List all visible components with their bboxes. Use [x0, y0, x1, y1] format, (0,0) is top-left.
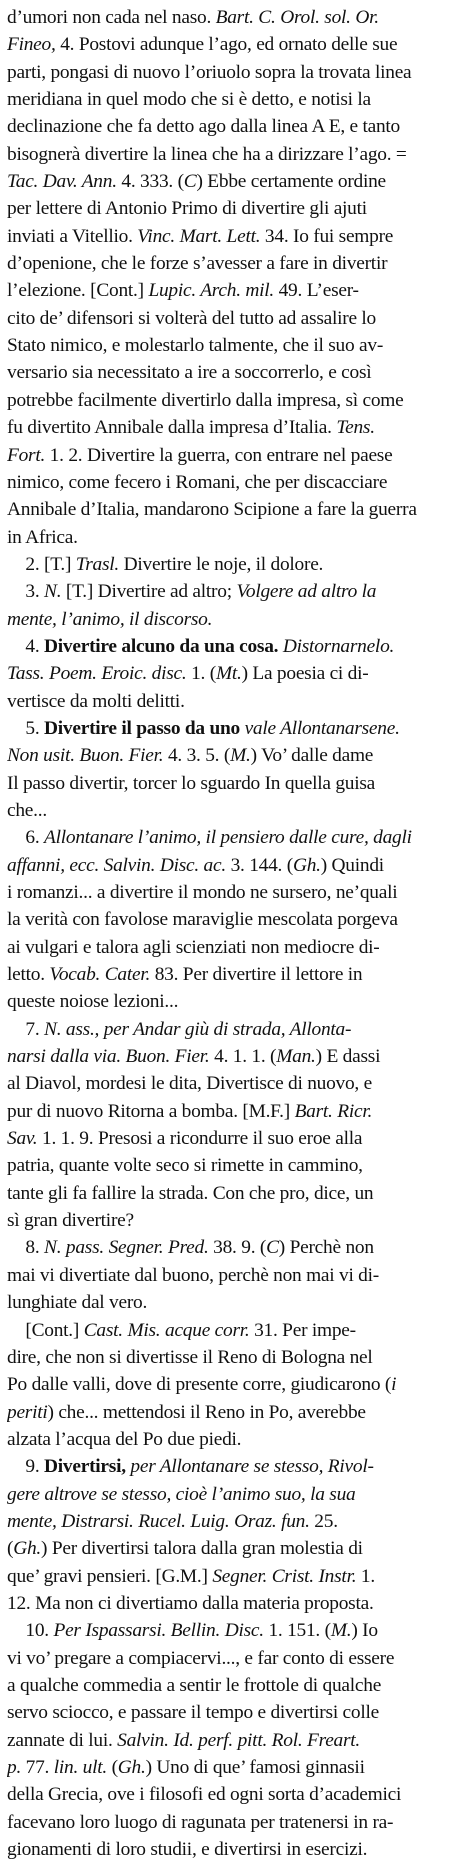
text-run: Volgere ad altro la — [236, 581, 377, 603]
text-run: facevano loro luogo di ragunata per tratenersi in ra- — [7, 1811, 394, 1833]
text-run: N. pass. Segner. Pred. — [44, 1237, 214, 1259]
text-line — [7, 250, 459, 277]
text-line — [7, 1043, 459, 1070]
text-line — [7, 578, 459, 605]
text-run: ) che... mettendosi il Reno in Po, averebbe — [47, 1401, 366, 1423]
text-run: lunghiate dal vero. — [7, 1292, 148, 1314]
text-run: 34. Io fui sempre — [264, 225, 394, 247]
text-line — [7, 31, 459, 58]
text-line — [7, 1645, 459, 1672]
text-line — [7, 277, 459, 304]
text-run: Divertirsi, — [44, 1456, 131, 1478]
text-run: vi vo’ pregare a compiacervi..., e far conto di essere — [7, 1647, 395, 1669]
text-run: Stato nimico, e molestarlo talmente, che il suo av- — [7, 335, 384, 357]
text-line — [7, 414, 459, 441]
text-line — [7, 633, 459, 660]
text-run: affanni, ecc. Salvin. Disc. ac. — [7, 854, 231, 876]
text-run: p. — [7, 1757, 26, 1778]
text-line — [7, 1727, 459, 1754]
text-run: Tac. Dav. Ann. — [7, 171, 122, 193]
text-run: 31. Per impe- — [254, 1319, 356, 1341]
text-run: d’umori non cada nel naso. — [7, 7, 216, 28]
text-line — [7, 1809, 459, 1836]
text-run: ) Uno di que’ famosi ginnasii — [145, 1757, 365, 1778]
text-line — [7, 1481, 459, 1508]
text-run: 8. — [7, 1237, 45, 1259]
text-run: N. — [44, 581, 66, 603]
text-line — [7, 1590, 459, 1617]
text-line — [7, 168, 459, 195]
text-run: tante gli fa fallire la strada. Con che pro, dice, un — [7, 1182, 374, 1204]
text-line — [7, 879, 459, 906]
text-run: ) Per divertirsi talora dalla gran molestia di — [41, 1538, 363, 1560]
text-run: Gh. — [117, 1757, 146, 1778]
text-line — [7, 1125, 459, 1152]
text-run: mente, l’animo, il discorso. — [7, 608, 213, 630]
text-line — [7, 1535, 459, 1562]
text-run: cito de’ difensori si volterà del tutto ad assalire lo — [7, 307, 376, 329]
text-line — [7, 59, 459, 86]
text-line — [7, 1016, 459, 1043]
text-line — [7, 1098, 459, 1125]
text-run: que’ gravi pensieri. [G.M.] — [7, 1565, 213, 1587]
text-run: vertisce da molti delitti. — [7, 690, 185, 712]
text-run: Salvin. Id. perf. pitt. Rol. Freart. — [117, 1729, 361, 1751]
text-run: ) Perchè non — [278, 1237, 374, 1259]
text-run: Divertire le noje, il dolore. — [123, 553, 324, 575]
text-run: 2. [T.] — [7, 553, 76, 575]
text-run: servo sciocco, e passare il tempo e divertirsi colle — [7, 1702, 379, 1724]
text-line — [7, 1344, 459, 1371]
text-line — [7, 524, 459, 551]
text-line — [7, 1672, 459, 1699]
text-line — [7, 824, 459, 851]
text-run: alzata l’acqua del Po due piedi. — [7, 1428, 242, 1450]
text-line — [7, 469, 459, 496]
text-line — [7, 1699, 459, 1726]
text-run: 9. — [7, 1456, 45, 1478]
text-run: ( — [7, 1538, 14, 1560]
text-run: 1. — [360, 1565, 375, 1587]
text-run: fu divertito Annibale dalla impresa d’Italia. — [7, 417, 337, 439]
text-run: C — [183, 171, 197, 193]
text-line — [7, 1152, 459, 1179]
text-run: Distornarnelo. — [282, 635, 395, 657]
text-run: C — [266, 1237, 279, 1259]
text-run: i romanzi... a divertire il mondo ne sursero, ne’quali — [7, 882, 398, 903]
text-run: Il passo divertir, torcer lo sguardo In quella guisa — [7, 772, 376, 794]
text-line — [7, 852, 459, 879]
text-line — [7, 387, 459, 414]
text-run: vale Allontanarsene. — [244, 717, 400, 739]
text-run: mai vi divertiate dal buono, perchè non mai vi di- — [7, 1264, 379, 1286]
text-run: 1. ( — [191, 663, 216, 685]
text-run: Man. — [276, 1046, 316, 1068]
text-run: ) Quindi — [320, 854, 384, 876]
text-line — [7, 797, 459, 824]
text-run: al Diavol, mordesi le dita, Divertisce di nuovo, e — [7, 1073, 372, 1095]
text-line — [7, 442, 459, 469]
text-line — [7, 1754, 459, 1781]
text-run: Vinc. Mart. Lett. — [137, 225, 265, 247]
text-line — [7, 1399, 459, 1426]
text-run: per lettere di Antonio Primo di divertire gli ajuti — [7, 198, 367, 220]
text-run: patria, quante volte seco si rimette in cammino, — [7, 1155, 363, 1177]
text-line — [7, 1207, 459, 1234]
text-run: Fort. — [7, 444, 50, 466]
text-run: la verità con favolose maraviglie mescolata porgeva — [7, 909, 398, 931]
text-run: d’openione, che le forze s’avesser a fare in divertir — [7, 253, 388, 275]
text-run: lin. ult. — [53, 1757, 112, 1778]
text-run: 25. — [314, 1510, 338, 1532]
text-run: queste noiose lezioni... — [7, 991, 179, 1013]
text-run: 4. — [7, 635, 45, 657]
text-line — [7, 988, 459, 1015]
text-line — [7, 195, 459, 222]
text-line — [7, 688, 459, 715]
text-run: Mt. — [215, 663, 242, 685]
text-line — [7, 359, 459, 386]
text-run: Cast. Mis. acque corr. — [83, 1319, 255, 1341]
text-run: ai vulgari e talora agli scienziati non mediocre di- — [7, 936, 380, 958]
text-run: 83. Per divertire il lettore in — [154, 964, 363, 986]
text-run: 5. — [7, 717, 45, 739]
text-run: 6. — [7, 827, 45, 849]
text-run: meridiana in quel modo che si è detto, e notisi la — [7, 89, 371, 111]
text-line — [7, 770, 459, 797]
text-run: Fineo, — [7, 34, 61, 56]
text-run: Per Ispassarsi. Bellin. Disc. — [53, 1620, 269, 1642]
text-line — [7, 1781, 459, 1808]
text-run: Gh. — [292, 854, 321, 876]
text-run: Bart. C. Orol. sol. Or. — [215, 7, 379, 28]
text-run: gionamenti di loro studii, e divertirsi in esercizi. — [7, 1839, 368, 1861]
text-line — [7, 141, 459, 168]
text-run: [T.] Divertire ad altro; — [65, 581, 237, 603]
text-run: ) Ebbe certamente ordine — [196, 171, 386, 193]
text-run: declinazione che fa detto ago dalla linea A E, e tanto — [7, 116, 400, 138]
text-run: Annibale d’Italia, mandarono Scipione a fare la guerra — [7, 499, 417, 521]
text-run: Sav. — [7, 1128, 43, 1150]
text-run: i — [391, 1374, 397, 1396]
text-line — [7, 742, 459, 769]
text-line — [7, 305, 459, 332]
text-run: Non usit. Buon. Fier. — [7, 745, 168, 767]
text-run: ) E dassi — [315, 1046, 381, 1068]
text-run: ) Io — [351, 1620, 378, 1642]
text-line — [7, 961, 459, 988]
text-line — [7, 1262, 459, 1289]
text-run: ) La poesia ci di- — [241, 663, 369, 685]
text-run: 49. L’eser- — [278, 280, 359, 302]
text-run: ) Vo’ dalle dame — [250, 745, 374, 767]
text-line — [7, 1617, 459, 1644]
text-run: Tass. Poem. Eroic. disc. — [7, 663, 192, 685]
text-line — [7, 551, 459, 578]
text-line — [7, 660, 459, 687]
text-line — [7, 1836, 459, 1863]
text-line — [7, 906, 459, 933]
text-line — [7, 1426, 459, 1453]
text-line — [7, 113, 459, 140]
text-run: Divertire il passo da uno — [44, 717, 245, 739]
text-run: 3. — [7, 581, 45, 603]
text-run: Trasl. — [75, 553, 124, 575]
text-run: 10. — [7, 1620, 54, 1642]
text-run: gere altrove se stesso, cioè l’animo suo, la sua — [7, 1483, 356, 1505]
text-run: per Allontanare se stesso, Rivol- — [130, 1456, 374, 1478]
text-run: mente, Distrarsi. Rucel. Luig. Oraz. fun. — [7, 1510, 315, 1532]
text-line — [7, 1070, 459, 1097]
text-run: Vocab. Cater. — [49, 964, 155, 986]
text-run: 1. 2. Divertire la guerra, con entrare nel paese — [49, 444, 393, 466]
text-run: che... — [7, 799, 47, 821]
text-line — [7, 496, 459, 523]
text-line — [7, 332, 459, 359]
text-run: Tens. — [336, 417, 375, 439]
text-run: versario sia necessitato a ire a soccorrerlo, e così — [7, 362, 372, 384]
text-run: Divertire alcuno da una cosa. — [44, 635, 283, 657]
text-line — [7, 1317, 459, 1344]
text-run: Po dalle valli, dove di presente corre, giudicarono ( — [7, 1374, 392, 1396]
text-run: letto. — [7, 964, 50, 986]
text-line — [7, 1563, 459, 1590]
text-run: Segner. Crist. Instr. — [212, 1565, 361, 1587]
text-run: 4. 3. 5. ( — [167, 745, 231, 767]
text-run: potrebbe facilmente divertirlo dalla impresa, sì come — [7, 389, 404, 411]
text-run: 3. 144. ( — [230, 854, 293, 876]
text-run: Bart. Ricr. — [294, 1100, 373, 1122]
text-run: Allontanare l’animo, il pensiero dalle cure, dagli — [44, 827, 412, 849]
text-line — [7, 1234, 459, 1261]
text-run: inviati a Vitellio. — [7, 225, 138, 247]
text-run: l’elezione. [Cont.] — [7, 280, 149, 302]
text-run: parti, pongasi di nuovo l’oriuolo sopra la trovata linea — [7, 61, 412, 83]
text-run: Gh. — [13, 1538, 42, 1560]
text-run: M. — [330, 1620, 352, 1642]
text-run: a qualche commedia a sentir le frottole di qualche — [7, 1674, 382, 1696]
text-run: N. ass., per Andar giù di strada, Allonta- — [44, 1018, 352, 1040]
text-run: dire, che non si divertisse il Reno di Bologna nel — [7, 1346, 373, 1368]
text-line — [7, 1508, 459, 1535]
text-line — [7, 1289, 459, 1316]
text-run: zannate di lui. — [7, 1729, 118, 1751]
text-line — [7, 223, 459, 250]
text-run: 7. — [7, 1018, 45, 1040]
text-run: Lupic. Arch. mil. — [148, 280, 279, 302]
text-run: 4. Postovi adunque l’ago, ed ornato delle sue — [60, 34, 398, 56]
text-line — [7, 1453, 459, 1480]
text-line — [7, 606, 459, 633]
text-run: 4. 1. 1. ( — [214, 1046, 277, 1068]
text-run: pur di nuovo Ritorna a bomba. [M.F.] — [7, 1100, 295, 1122]
text-line — [7, 1180, 459, 1207]
text-run: [Cont.] — [7, 1319, 84, 1341]
text-run: 4. 333. ( — [121, 171, 184, 193]
text-run: narsi dalla via. Buon. Fier. — [7, 1046, 215, 1068]
text-run: periti — [7, 1401, 48, 1423]
text-line — [7, 1371, 459, 1398]
text-run: M. — [230, 745, 251, 767]
text-line — [7, 715, 459, 742]
text-run: sì gran divertire? — [7, 1210, 134, 1232]
text-line — [7, 934, 459, 961]
text-run: in Africa. — [7, 526, 78, 548]
text-run: ( — [111, 1757, 118, 1778]
text-line — [7, 86, 459, 113]
text-run: bisognerà divertire la linea che ha a dirizzare l’ago. = — [7, 143, 407, 165]
text-run: 1. 151. ( — [268, 1620, 331, 1642]
text-run: della Grecia, ove i filosofi ed ogni sorta d’academici — [7, 1784, 402, 1806]
text-run: 38. 9. ( — [213, 1237, 267, 1259]
text-run: 77. — [25, 1757, 54, 1778]
text-run: 12. Ma non ci divertiamo dalla materia proposta. — [7, 1592, 374, 1614]
text-run: 1. 1. 9. Presosi a ricondurre il suo eroe alla — [42, 1128, 363, 1150]
text-run: nimico, come fecero i Romani, che per discacciare — [7, 471, 388, 493]
text-line — [7, 4, 459, 31]
